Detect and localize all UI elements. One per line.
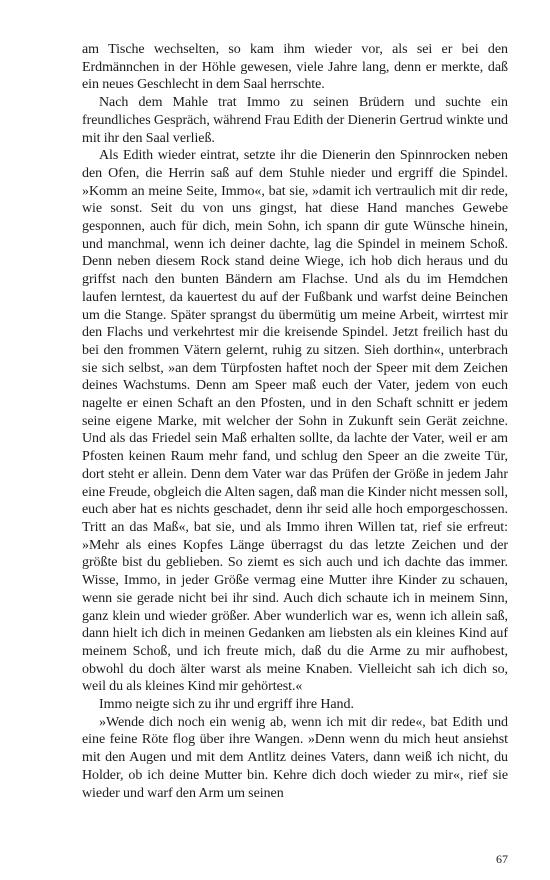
- paragraph-4: Immo neigte sich zu ihr und ergriff ihre Hand.: [99, 697, 354, 713]
- paragraph-1: am Tische wechselten, so kam ihm wieder vor, als sei er bei den Erdmännchen in der Höhle gewesen, viele Jahre lang, denn er merkte, daß ein neues Geschlecht in dem Saal herrschte.: [82, 42, 508, 93]
- book-page: [82, 41, 508, 841]
- paragraph-3: Als Edith wieder eintrat, setzte ihr die Dienerin den Spinnrocken neben den Ofen, die Herrin saß auf dem Stuhle nieder und ergriff die Spindel. »Komm an meine Seite, Immo«, bat sie, »damit ich vertraulich mit dir rede, wie sonst. Seit du von uns gingst, hat diese Hand manches Gewebe gesponnen, auch für dich, mein Sohn, ich spann dir gute Wünsche hinein, und manchmal, wenn ich deiner dachte, lag die Spindel in meinem Schoß. Denn neben diesem Rock stand deine Wiege, ich hob dich heraus und du griffst nach den bunten Bändern am Flachse. Und als du im Hemdchen laufen lerntest, da kauertest du auf der Fußbank und warfst deine Beinchen um die Stange. Später sprangst du übermütig um meine Arbeit, wirrtest mir den Flachs und verkehrtest mir die kreisende Spindel. Jetzt freilich hast du bei den frommen Vätern gelernt, ruhig zu sitzen. Sieh dorthin«, unterbrach sie sich selbst, »an dem Türpfosten haftet noch der Speer mit dem Zeichen deines Wachstums. Denn am Speer maß euch der Vater, jedem von euch nagelte er einen Schaft an den Pfosten, und in den Schaft schnitt er jedem seine eigene Marke, mit welcher der Sohn in Zukunft sein Gerät zeichne. Und als das Friedel sein Maß erhalten sollte, da lachte der Vater, weil er am Pfosten keinen Raum mehr fand, und schlug den Speer an die zweite Tür, dort steht er allein. Denn dem Vater war das Prüfen der Größe in jedem Jahr eine Freude, obgleich die Alten sagen, daß man die Kinder nicht messen soll, euch aber hat es nichts geschadet, denn ihr seid alle hoch emporgeschossen. Tritt an das Maß«, bat sie, und als Immo ihren Willen tat, rief sie erfreut: »Mehr als eines Kopfes Länge überragst du das letzte Zeichen und der größte bist du geblieben. So ziemt es sich auch und ich dachte das immer. Wisse, Immo, in jeder Größe vermag eine Mutter ihre Kinder zu schauen, wenn sie gerade nicht bei ihr sind. Auch dich schaute ich in meinem Sinn, ganz klein und wieder größer. Aber wunderlich war es, wenn ich allein saß, dann hielt ich dich in meinen Gedanken am liebsten als ein kleines Kind auf meinem Schoß, und ich freute mich, daß du die Arme zu mir aufhobest, obwohl du doch älter warst als meine Knaben. Vielleicht sah ich dich so, weil du als kleines Kind mir gehörtest.«: [82, 148, 508, 695]
- page-number: 67: [496, 852, 508, 866]
- paragraph-5: »Wende dich noch ein wenig ab, wenn ich mit dir rede«, bat Edith und eine feine Röte flog über ihre Wangen. »Denn wenn du mich heut ansiehst mit den Augen und mit dem Antlitz deines Vaters, dann weiß ich nicht, du Holder, ob ich deine Mutter bin. Kehre dich doch wieder zu mir«, rief sie wieder und warf den Arm um seinen: [82, 714, 508, 801]
- paragraph-2: Nach dem Mahle trat Immo zu seinen Brüdern und suchte ein freundliches Gespräch, während Frau Edith der Dienerin Gertrud winkte und mit ihr den Saal verließ.: [82, 95, 508, 146]
